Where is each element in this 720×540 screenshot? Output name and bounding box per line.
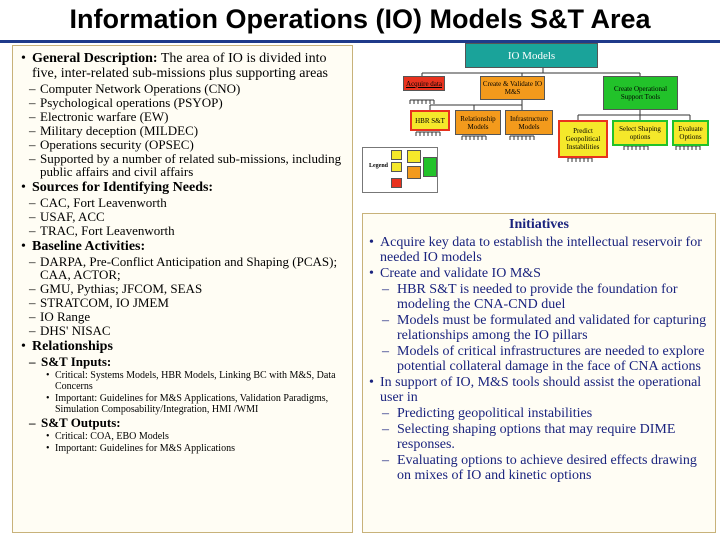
list-item: – Operations security (OPSEC) (21, 138, 348, 151)
list-item: – DARPA, Pre-Conflict Anticipation and Shaping (PCAS); CAA, ACTOR; (21, 255, 348, 281)
initiatives-panel (362, 213, 716, 533)
left-panel (12, 45, 353, 533)
legend-swatch (391, 162, 402, 172)
relationships-heading (21, 339, 348, 354)
list-item: – USAF, ACC (21, 210, 348, 223)
list-item: – Military deception (MILDEC) (21, 124, 348, 137)
relationships-head: Relationships (32, 339, 113, 354)
list-item: – Psychological operations (PSYOP) (21, 96, 348, 109)
list-item: – CAC, Fort Leavenworth (21, 196, 348, 209)
list-item: – TRAC, Fort Leavenworth (21, 224, 348, 237)
legend-swatch (391, 150, 402, 160)
node-io-models: IO Models (465, 43, 598, 68)
node-predict-geopolitical: Predict Geopolitical Instabilities (558, 120, 608, 158)
page-title: Information Operations (IO) Models S&T Area (69, 4, 651, 34)
node-evaluate-options: Evaluate Options (672, 120, 709, 146)
legend-label: Legend (369, 163, 389, 169)
sources-head: Sources for Identifying Needs: (32, 180, 214, 195)
initiative-subitem: – Models of critical infrastructures are needed to explore potential collateral damage in the face of CNA actions (369, 344, 709, 374)
initiative-subitem: – Selecting shaping options that may require DIME responses. (369, 422, 709, 452)
sources-heading (21, 180, 348, 195)
node-select-shaping: Select Shaping options (612, 120, 668, 146)
general-description (21, 51, 348, 81)
inputs-heading: – S&T Inputs: (21, 355, 348, 369)
node-acquire-data: Acquire data (403, 76, 445, 91)
initiative-subitem: – Predicting geopolitical instabilities (369, 406, 709, 421)
legend-swatch (423, 157, 437, 177)
node-hbr-st: HBR S&T (410, 110, 450, 131)
initiative-bullet: • Acquire key data to establish the intellectual reservoir for needed IO models (369, 235, 709, 265)
list-item: – GMU, Pythias; JFCOM, SEAS (21, 282, 348, 295)
initiative-bullet: • Create and validate IO M&S (369, 266, 709, 281)
initiative-subitem: – Models must be formulated and validated for capturing relationships among the IO pillars (369, 313, 709, 343)
node-create-validate: Create & Validate IO M&S (480, 76, 545, 100)
list-item: • Critical: COA, EBO Models (21, 431, 348, 442)
list-item: • Critical: Systems Models, HBR Models, Linking BC with M&S, Data Concerns (21, 370, 348, 392)
list-item: – IO Range (21, 310, 348, 323)
list-item: – Electronic warfare (EW) (21, 110, 348, 123)
initiatives-title: Initiatives (509, 217, 569, 232)
list-item: – DHS' NISAC (21, 324, 348, 337)
list-item: – Computer Network Operations (CNO) (21, 82, 348, 95)
outputs-heading: – S&T Outputs: (21, 416, 348, 430)
baseline-head: Baseline Activities: (32, 239, 146, 254)
node-infrastructure-models: Infrastructure Models (505, 110, 553, 135)
baseline-heading (21, 239, 348, 254)
legend-swatch (391, 178, 402, 188)
list-item: • Important: Guidelines for M&S Applications, Validation Paradigms, Simulation Composability/Integration, HMI /WMI (21, 393, 348, 415)
legend-swatch (407, 166, 421, 179)
list-item: – STRATCOM, IO JMEM (21, 296, 348, 309)
legend-swatch (407, 150, 421, 163)
list-item: • Important: Guidelines for M&S Applications (21, 443, 348, 454)
node-create-support-tools: Create Operational Support Tools (603, 76, 678, 110)
initiative-subitem: – Evaluating options to achieve desired effects drawing on mixes of IO and kinetic options (369, 453, 709, 483)
general-head: General Description: (32, 51, 158, 66)
node-relationship-models: Relationship Models (455, 110, 501, 135)
legend (362, 147, 438, 193)
list-item: – Supported by a number of related sub-missions, including public affairs and civil affairs (21, 152, 348, 178)
initiative-bullet: • In support of IO, M&S tools should assist the operational user in (369, 375, 709, 405)
general-text: The area of IO is divided into five, inter-related sub-missions plus supporting areas (32, 51, 328, 81)
initiative-subitem: – HBR S&T is needed to provide the foundation for modeling the CNA-CND duel (369, 282, 709, 312)
